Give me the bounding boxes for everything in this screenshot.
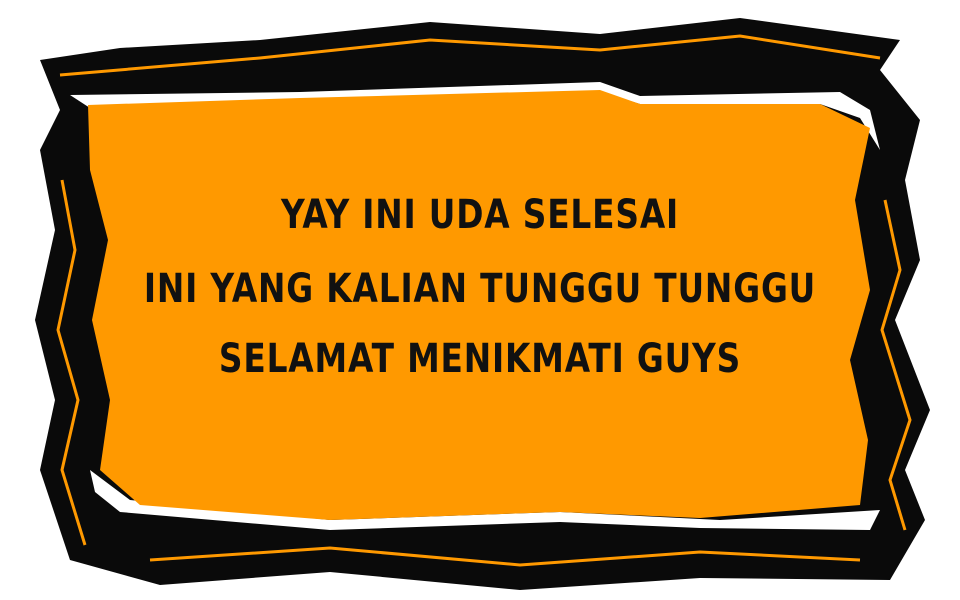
message-line-3: SELAMAT MENIKMATI GUYS <box>218 336 742 382</box>
message-line-1: YAY INI UDA SELESAI <box>280 192 680 238</box>
message-line-2: INI YANG KALIAN TUNGGU TUNGGU <box>143 266 817 312</box>
